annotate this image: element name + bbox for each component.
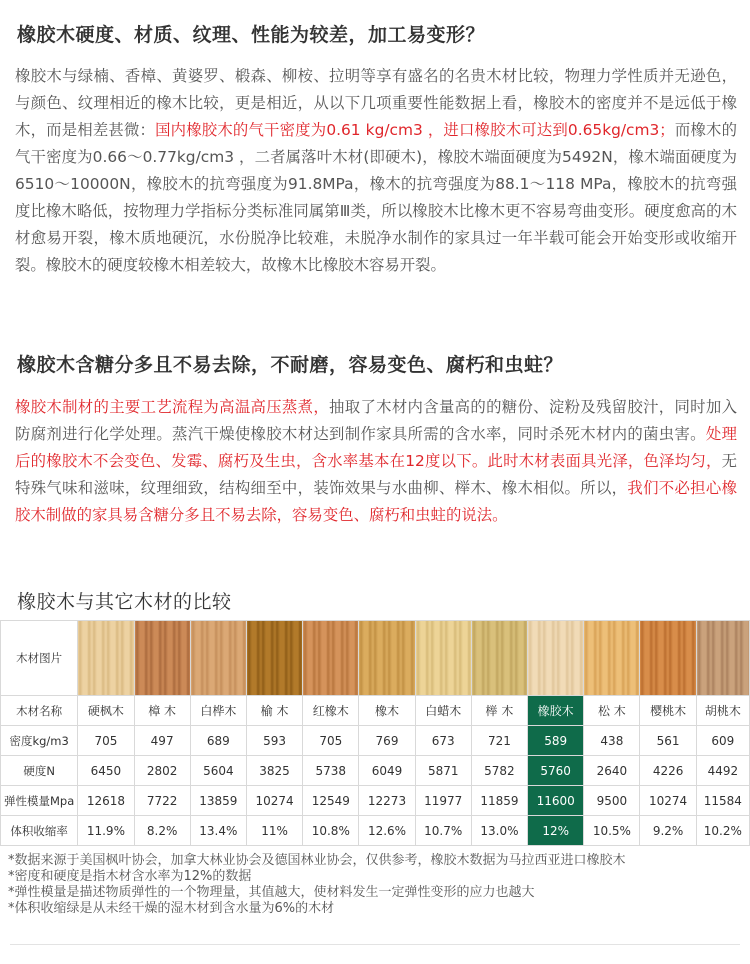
cell-name: 橡胶木 — [528, 696, 584, 726]
cell-name: 榉 木 — [471, 696, 527, 726]
cell-density: 561 — [640, 726, 696, 756]
wood-table — [0, 620, 750, 846]
row-label-modulus: 弹性模量Mpa — [1, 786, 78, 816]
cell-density: 705 — [78, 726, 134, 756]
paragraph-hardness — [15, 63, 737, 279]
cell-name: 白蜡木 — [415, 696, 471, 726]
cell-name: 红橡木 — [303, 696, 359, 726]
cell-hardness: 2802 — [134, 756, 190, 786]
cell-hardness: 6049 — [359, 756, 415, 786]
footnote: *数据来源于美国枫叶协会，加拿大林业协会及德国林业协会，仅供参考，橡胶木数据为马拉西亚进口橡胶木 — [8, 853, 626, 868]
wood-sample-cell — [246, 621, 302, 696]
cell-name: 樟 木 — [134, 696, 190, 726]
cell-name: 硬枫木 — [78, 696, 134, 726]
paragraph-sugar — [15, 394, 737, 529]
cell-density: 593 — [246, 726, 302, 756]
cell-density: 673 — [415, 726, 471, 756]
wood-grain-image — [584, 621, 639, 695]
footnote: *体积收缩绿是从未经干燥的湿木材到含水量为6%的木材 — [8, 901, 335, 916]
row-label-shrink: 体积收缩率 — [1, 816, 78, 846]
cell-density: 689 — [190, 726, 246, 756]
cell-density: 438 — [584, 726, 640, 756]
cell-modulus: 13859 — [190, 786, 246, 816]
cell-shrink: 11% — [246, 816, 302, 846]
bottom-divider — [10, 944, 740, 945]
cell-shrink: 8.2% — [134, 816, 190, 846]
highlight-text: 橡胶木制材的主要工艺流程为高温高压蒸煮， — [15, 398, 330, 416]
cell-modulus: 11977 — [415, 786, 471, 816]
wood-sample-cell — [471, 621, 527, 696]
cell-shrink: 10.8% — [303, 816, 359, 846]
cell-modulus: 10274 — [640, 786, 696, 816]
cell-hardness: 3825 — [246, 756, 302, 786]
row-density — [1, 726, 750, 756]
wood-sample-cell — [134, 621, 190, 696]
cell-density: 705 — [303, 726, 359, 756]
cell-shrink: 10.5% — [584, 816, 640, 846]
paragraph-text: 而橡木的气干密度为0.66～0.77kg/cm3 ，二者属落叶木材(即硬木)，橡胶木端面硬度为5492N，橡木端面硬度为6510～10000N，橡胶木的抗弯强度为91.8MPa，橡木的抗弯强度为88.1～118 MPa，橡胶木的抗弯强度比橡木略低，按物理力学指标分类标准同属第Ⅲ类，所以橡胶木比橡木更不容易弯曲变形。硬度愈高的木材愈易开裂，橡木质地硬沉，水份脱净比较难，未脱净水制作的家具过一年半载可能会开始变形或收缩开裂。橡胶木的硬度较橡木相差较大，故橡木比橡胶木容易开裂。 — [15, 121, 737, 274]
wood-grain-image — [697, 621, 749, 695]
cell-shrink: 12.6% — [359, 816, 415, 846]
cell-hardness: 5738 — [303, 756, 359, 786]
section-title-sugar: 橡胶木含糖分多且不易去除，不耐磨，容易变色、腐朽和虫蛀？ — [17, 354, 564, 376]
cell-name: 胡桃木 — [696, 696, 749, 726]
cell-modulus: 12549 — [303, 786, 359, 816]
cell-name: 白桦木 — [190, 696, 246, 726]
cell-modulus: 11584 — [696, 786, 749, 816]
row-label-density: 密度kg/m3 — [1, 726, 78, 756]
wood-grain-image — [191, 621, 246, 695]
cell-name: 松 木 — [584, 696, 640, 726]
row-label-name: 木材名称 — [1, 696, 78, 726]
wood-sample-cell — [696, 621, 749, 696]
paragraph-text: 无特殊气味和滋味，纹理细致，结构细至中，装饰效果与水曲柳、榉木、橡木相似。所以， — [15, 452, 737, 497]
cell-hardness: 2640 — [584, 756, 640, 786]
wood-sample-cell — [190, 621, 246, 696]
row-modulus — [1, 786, 750, 816]
section-title-hardness: 橡胶木硬度、材质、纹理、性能为较差，加工易变形？ — [17, 24, 486, 46]
footnotes — [8, 853, 626, 917]
footnote: *弹性模量是描述物质弹性的一个物理量，其值越大，使材料发生一定弹性变形的应力也越大 — [8, 885, 535, 900]
cell-modulus: 12618 — [78, 786, 134, 816]
cell-shrink: 12% — [528, 816, 584, 846]
cell-density: 609 — [696, 726, 749, 756]
cell-shrink: 10.2% — [696, 816, 749, 846]
cell-shrink: 10.7% — [415, 816, 471, 846]
cell-shrink: 9.2% — [640, 816, 696, 846]
cell-name: 樱桃木 — [640, 696, 696, 726]
paragraph-text: 橡胶木与绿楠、香樟、黄婆罗、椴森、柳桉、拉明等享有盛名的名贵木材比较，物理力学性质并无逊色，与颜色、纹理相近的橡木比较，更是相近，从以下几项重要性能数据上看，橡胶木的密度并不是远低于橡木，而是相差甚微： — [15, 67, 737, 139]
cell-modulus: 11859 — [471, 786, 527, 816]
wood-sample-cell — [415, 621, 471, 696]
wood-sample-cell — [640, 621, 696, 696]
cell-hardness: 5871 — [415, 756, 471, 786]
wood-grain-image — [303, 621, 358, 695]
cell-name: 榆 木 — [246, 696, 302, 726]
cell-modulus: 11600 — [528, 786, 584, 816]
row-shrink — [1, 816, 750, 846]
highlight-text: 处理后的橡胶木不会变色、发霉、腐朽及生虫，含水率基本在12度以下。此时木材表面具光泽，色泽均匀， — [15, 425, 737, 470]
footnote: *密度和硬度是指木材含水率为12%的数据 — [8, 869, 252, 884]
wood-grain-image — [416, 621, 471, 695]
wood-sample-cell — [359, 621, 415, 696]
paragraph-text: 抽取了木材内含量高的的糖份、淀粉及残留胶汁，同时加入防腐剂进行化学处理。蒸汽干燥使橡胶木材达到制作家具所需的含水率，同时杀死木材内的菌虫害。 — [15, 398, 737, 443]
cell-hardness: 5782 — [471, 756, 527, 786]
wood-grain-image — [135, 621, 190, 695]
wood-grain-image — [78, 621, 133, 695]
wood-sample-cell — [78, 621, 134, 696]
highlight-text: 我们不必担心橡胶木制做的家具易含糖分多且不易去除，容易变色、腐朽和虫蛀的说法。 — [15, 479, 737, 524]
cell-modulus: 10274 — [246, 786, 302, 816]
cell-shrink: 13.4% — [190, 816, 246, 846]
cell-hardness: 4492 — [696, 756, 749, 786]
highlight-text: 国内橡胶木的气干密度为0.61 kg/cm3 ，进口橡胶木可达到0.65kg/cm3； — [155, 121, 675, 139]
wood-grain-image — [640, 621, 695, 695]
row-label-hardness: 硬度N — [1, 756, 78, 786]
wood-grain-image — [472, 621, 527, 695]
cell-density: 721 — [471, 726, 527, 756]
wood-grain-image — [359, 621, 414, 695]
row-image — [1, 621, 750, 696]
cell-modulus: 7722 — [134, 786, 190, 816]
wood-sample-cell — [303, 621, 359, 696]
row-label-image: 木材图片 — [1, 621, 78, 696]
cell-hardness: 5604 — [190, 756, 246, 786]
cell-density: 769 — [359, 726, 415, 756]
cell-name: 橡木 — [359, 696, 415, 726]
cell-shrink: 13.0% — [471, 816, 527, 846]
wood-sample-cell — [584, 621, 640, 696]
row-name — [1, 696, 750, 726]
wood-grain-image — [528, 621, 583, 695]
cell-density: 497 — [134, 726, 190, 756]
cell-hardness: 4226 — [640, 756, 696, 786]
cell-modulus: 12273 — [359, 786, 415, 816]
cell-hardness: 6450 — [78, 756, 134, 786]
comparison-table — [0, 620, 750, 846]
wood-grain-image — [247, 621, 302, 695]
section-title-comparison: 橡胶木与其它木材的比较 — [17, 591, 232, 613]
cell-modulus: 9500 — [584, 786, 640, 816]
row-hardness — [1, 756, 750, 786]
cell-shrink: 11.9% — [78, 816, 134, 846]
cell-density: 589 — [528, 726, 584, 756]
wood-sample-cell — [528, 621, 584, 696]
cell-hardness: 5760 — [528, 756, 584, 786]
